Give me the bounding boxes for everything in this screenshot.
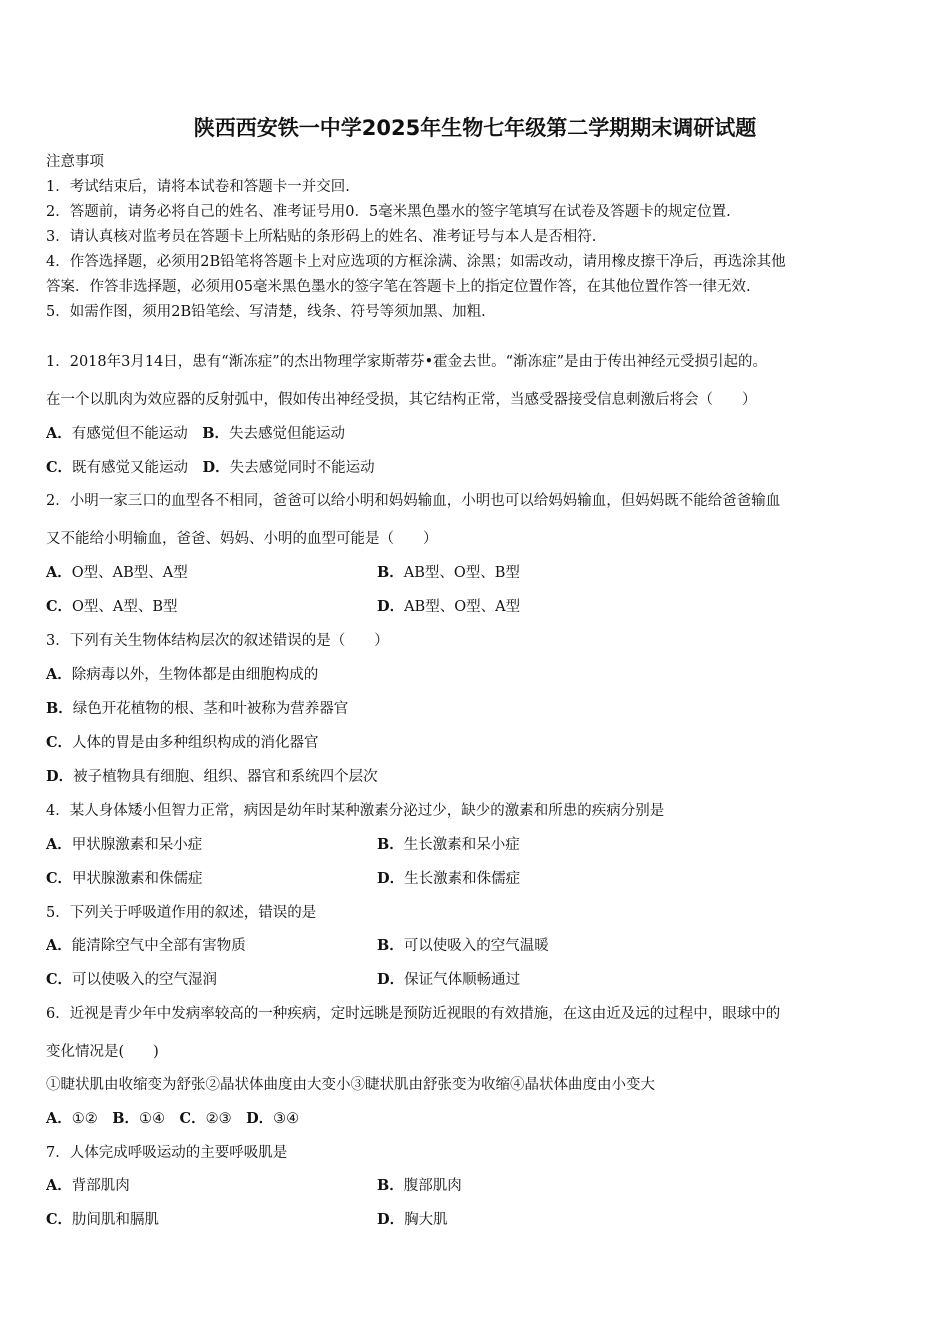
option-d: D．保证气体顺畅通过 (377, 971, 521, 988)
notes-section (46, 150, 916, 325)
question-4-stem: 4．某人身体矮小但智力正常，病因是幼年时某种激素分泌过少，缺少的激素和所患的疾病分别是 (46, 803, 665, 819)
option-c: C．人体的胃是由多种组织构成的消化器官 (46, 734, 319, 751)
question-2-stem: 2．小明一家三口的血型各不相同，爸爸可以给小明和妈妈输血，小明也可以给妈妈输血，但妈妈既不能给爸爸输血 (46, 493, 781, 509)
question-1-stem: 1．2018年3月14日，患有“渐冻症”的杰出物理学家斯蒂芬•霍金去世。“渐冻症”是由于传出神经元受损引起的。 (46, 354, 768, 370)
question-6-statements: ①睫状肌由收缩变为舒张②晶状体曲度由大变小③睫状肌由舒张变为收缩④晶状体曲度由小变大 (46, 1077, 655, 1093)
option-d: D．被子植物具有细胞、组织、器官和系统四个层次 (46, 768, 378, 785)
question-5-stem: 5．下列关于呼吸道作用的叙述，错误的是 (46, 905, 317, 921)
option-a: A．能清除空气中全部有害物质 (46, 937, 246, 954)
question-7-stem: 7．人体完成呼吸运动的主要呼吸肌是 (46, 1145, 288, 1161)
option-c: C．甲状腺激素和侏儒症 (46, 870, 203, 887)
question-3-stem: 3．下列有关生物体结构层次的叙述错误的是（ ） (46, 633, 389, 649)
question-1-stem-cont: 在一个以肌肉为效应器的反射弧中，假如传出神经受损，其它结构正常，当感受器接受信息刺激后将会（ ） (46, 392, 757, 408)
option-b: B．绿色开花植物的根、茎和叶被称为营养器官 (46, 700, 349, 717)
notes-line: 5．如需作图，须用2B铅笔绘、写清楚，线条、符号等须加黑、加粗. (46, 304, 486, 320)
option-c: C．O型、A型、B型 (46, 598, 178, 615)
option-d: D．③④ (246, 1110, 300, 1127)
question-6-stem: 6．近视是青少年中发病率较高的一种疾病，定时远眺是预防近视眼的有效措施，在这由近及远的过程中，眼球中的 (46, 1006, 781, 1022)
option-d: D．胸大肌 (377, 1211, 448, 1228)
option-c: C．可以使吸入的空气湿润 (46, 971, 218, 988)
option-b: B． (202, 425, 230, 442)
option-a: A．O型、AB型、A型 (46, 564, 188, 581)
question-6-stem-cont: 变化情况是( ) (46, 1044, 159, 1060)
option-b: B．可以使吸入的空气温暖 (377, 937, 549, 954)
notes-line: 答案．作答非选择题，必须用05毫米黑色墨水的签字笔在答题卡上的指定位置作答，在其他位置作答一律无效. (46, 279, 751, 295)
option-a: A．①② (46, 1110, 98, 1127)
notes-heading: 注意事项 (46, 154, 104, 170)
notes-line: 2．答题前，请务必将自己的姓名、准考证号用0．5毫米黑色墨水的签字笔填写在试卷及答题卡的规定位置. (46, 204, 731, 220)
option-b: B．①④ (112, 1110, 166, 1127)
option-d: D． (202, 459, 230, 476)
option-b: B．腹部肌肉 (377, 1177, 462, 1194)
option-c: C．肋间肌和膈肌 (46, 1211, 160, 1228)
option-a: A．有感觉但不能运动 B．失去感觉但能运动 (46, 425, 346, 442)
notes-line: 4．作答选择题，必须用2B铅笔将答题卡上对应选项的方框涂满、涂黑；如需改动，请用橡皮擦干净后，再选涂其他 (46, 254, 786, 270)
option-c: C．②③ (179, 1110, 232, 1127)
question-6-options (46, 1107, 916, 1128)
option-d: D．AB型、O型、A型 (377, 598, 521, 615)
option-a: A．甲状腺激素和呆小症 (46, 836, 203, 853)
option-a: A．背部肌肉 (46, 1177, 130, 1194)
option-a: A．除病毒以外，生物体都是由细胞构成的 (46, 666, 319, 683)
question-2-stem-cont: 又不能给小明输血，爸爸、妈妈、小明的血型可能是（ ） (46, 531, 438, 547)
notes-line: 3．请认真核对监考员在答题卡上所粘贴的条形码上的姓名、准考证号与本人是否相符. (46, 229, 597, 245)
option-b: B．生长激素和呆小症 (377, 836, 520, 853)
option-b: B．AB型、O型、B型 (377, 564, 520, 581)
option-c: C．既有感觉又能运动 D．失去感觉同时不能运动 (46, 459, 375, 476)
notes-line: 1．考试结束后，请将本试卷和答题卡一并交回. (46, 179, 350, 195)
page-title: 陕西西安铁一中学2025年生物七年级第二学期期末调研试题 (193, 116, 757, 140)
option-d: D．生长激素和侏儒症 (377, 870, 521, 887)
